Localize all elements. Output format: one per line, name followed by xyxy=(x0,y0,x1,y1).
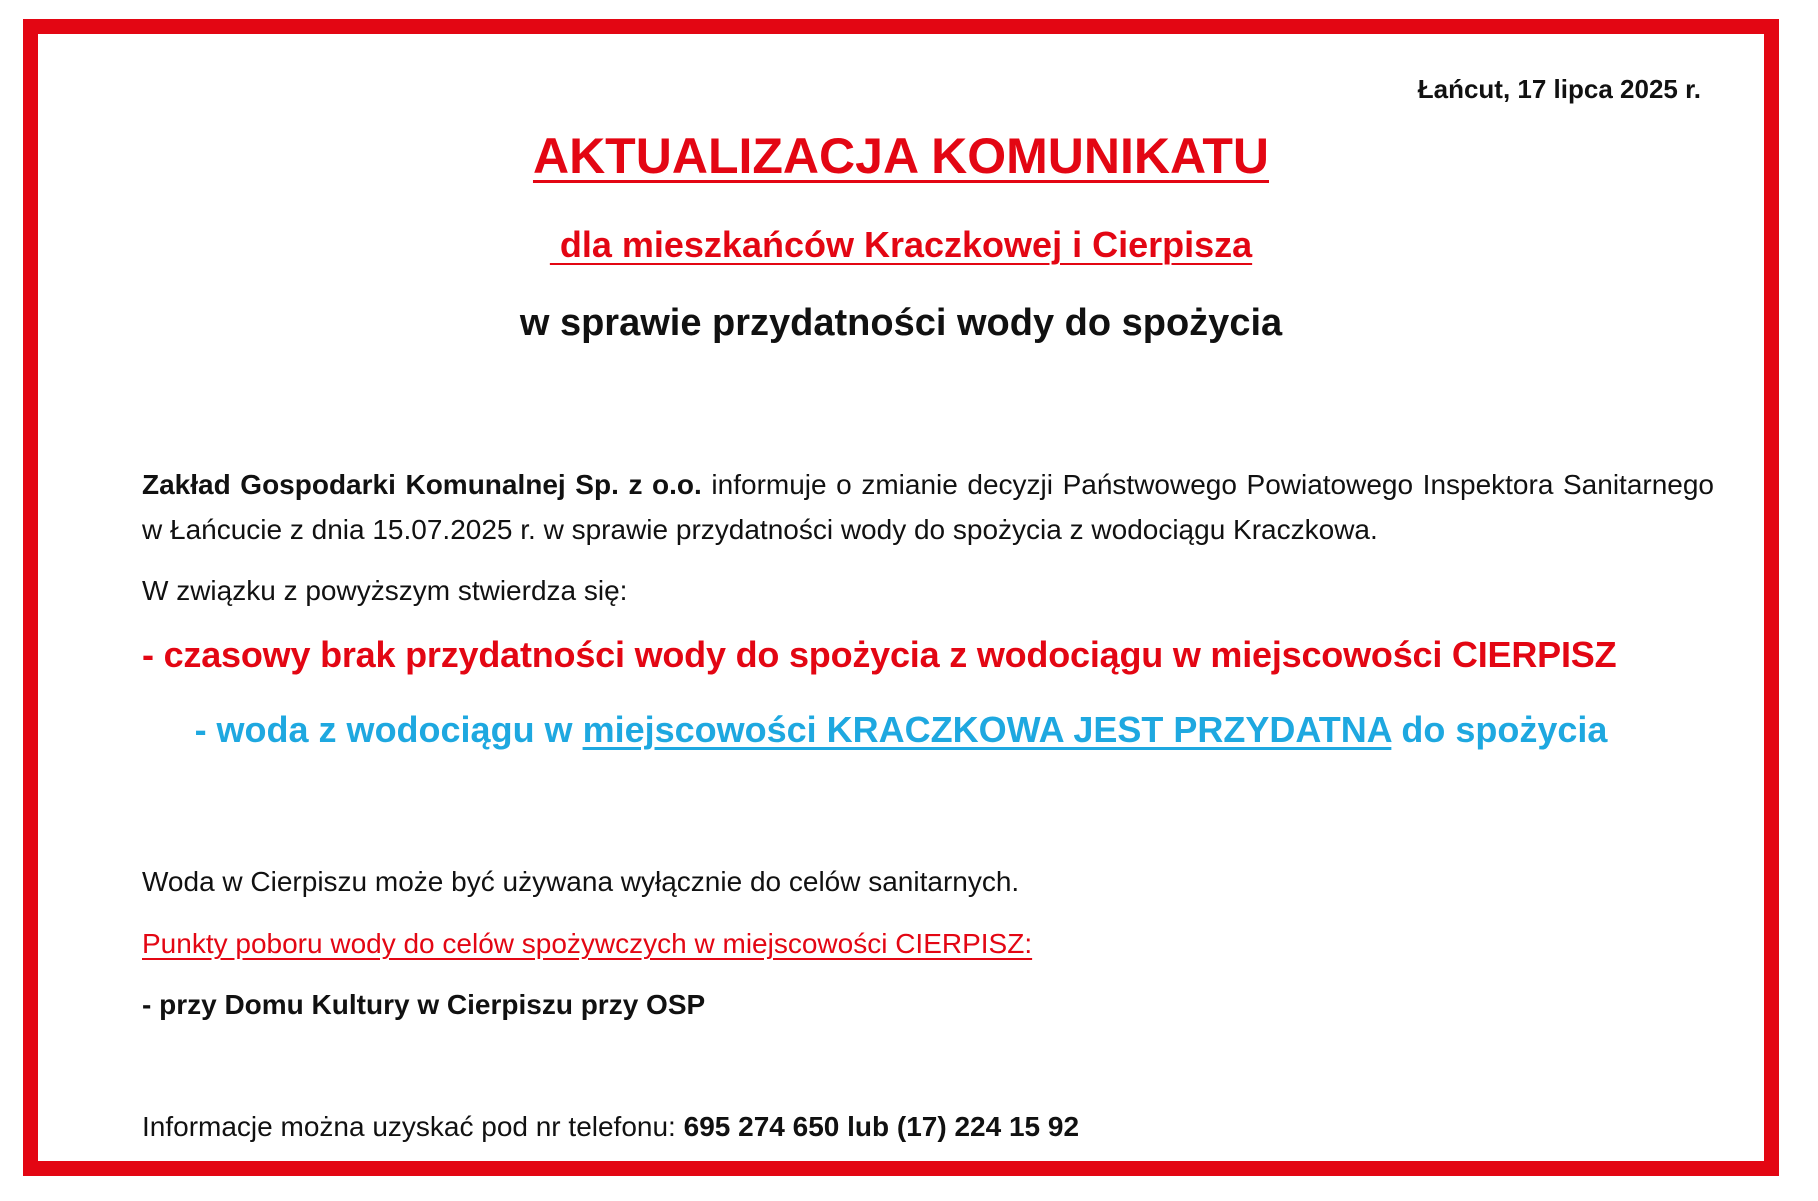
notice-subject: w sprawie przydatności wody do spożycia xyxy=(519,302,1283,344)
page-title: AKTUALIZACJA KOMUNIKATU xyxy=(532,128,1270,184)
notice-kraczkowa-underlined: miejscowości KRACZKOWA JEST PRZYDATNA xyxy=(582,709,1392,750)
company-name: Zakład Gospodarki Komunalnej Sp. z o.o. xyxy=(142,469,702,500)
sanitary-note: Woda w Cierpiszu może być używana wyłącznie do celów sanitarnych. xyxy=(142,866,1020,897)
notice-cierpisz: - czasowy brak przydatności wody do spożycia z wodociągu w miejscowości CIERPISZ xyxy=(142,634,1617,675)
intro-paragraph xyxy=(142,462,1714,552)
notice-frame xyxy=(23,19,1779,1176)
statement-intro: W związku z powyższym stwierdza się: xyxy=(142,575,628,606)
contact-label: Informacje można uzyskać pod nr telefonu: xyxy=(142,1111,684,1142)
notice-kraczkowa-prefix: - woda z wodociągu w xyxy=(194,709,583,750)
collection-point-item: - przy Domu Kultury w Cierpiszu przy OSP xyxy=(142,989,706,1020)
collection-points-heading: Punkty poboru wody do celów spożywczych w miejscowości CIERPISZ: xyxy=(142,928,1033,959)
document-date: Łańcut, 17 lipca 2025 r. xyxy=(1417,74,1701,104)
subtitle-text: dla mieszkańców Kraczkowej i Cierpisza xyxy=(549,224,1253,265)
contact-info xyxy=(142,1104,1714,1149)
page-subtitle xyxy=(38,224,1764,266)
intro-text: informuje o zmianie decyzji Państwowego Powiatowego Inspektora Sanitarnego w Łańcucie z dnia 15.07.2025 r. w sprawie przydatności wody do spożycia z wodociągu Kraczkowa. xyxy=(142,469,1715,545)
notice-kraczkowa xyxy=(38,709,1764,751)
notice-kraczkowa-suffix: do spożycia xyxy=(1391,709,1608,750)
contact-phones: 695 274 650 lub (17) 224 15 92 xyxy=(683,1111,1080,1142)
